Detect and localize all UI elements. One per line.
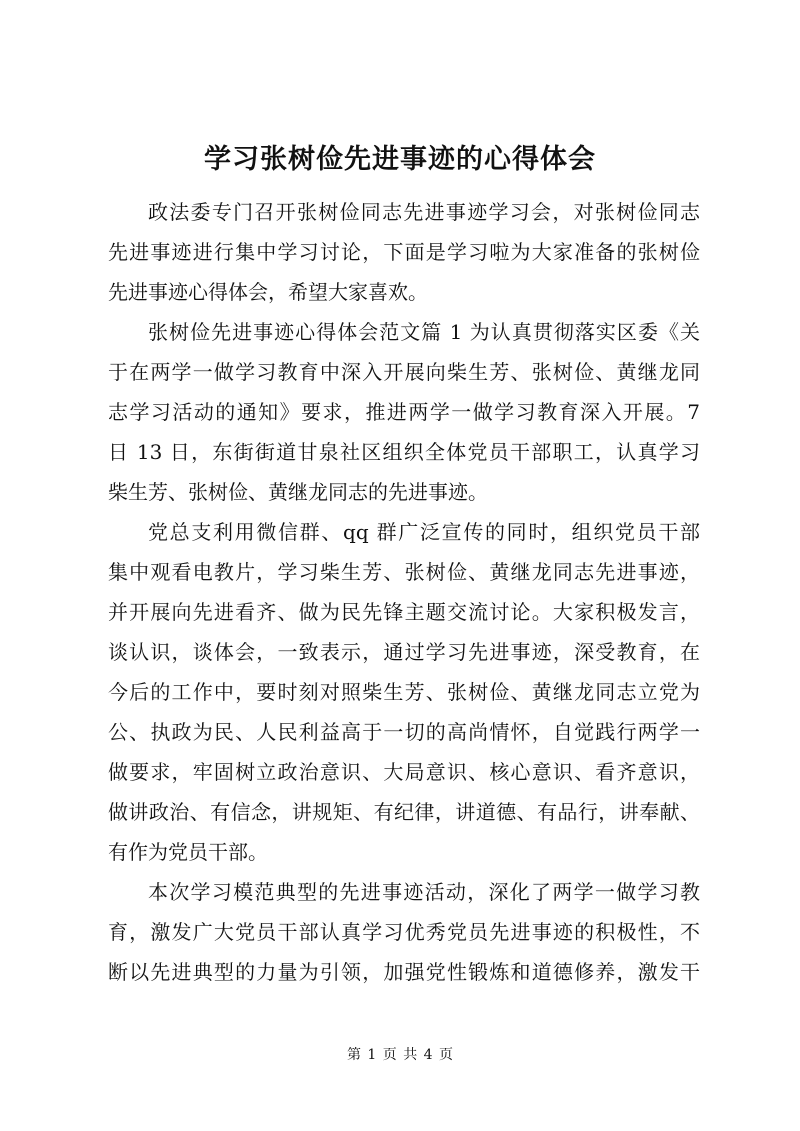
text-line: 于在两学一做学习教育中深入开展向柴生芳、张树俭、黄继龙同 — [108, 360, 700, 384]
page-footer: 第 1 页 共 4 页 — [346, 1047, 454, 1063]
text-line: 做要求，牢固树立政治意识、大局意识、核心意识、看齐意识， — [108, 760, 700, 784]
text-line: 志学习活动的通知》要求，推进两学一做学习教育深入开展。7 — [108, 400, 700, 424]
text-line: 断以先进典型的力量为引领，加强党性锻炼和道德修养，激发干 — [108, 960, 700, 984]
text-line: 育，激发广大党员干部认真学习优秀党员先进事迹的积极性，不 — [108, 920, 700, 944]
page-title: 学习张树俭先进事迹的心得体会 — [204, 144, 596, 175]
text-line: 党总支利用微信群、qq 群广泛宣传的同时，组织党员干部 — [148, 520, 700, 544]
text-line: 集中观看电教片，学习柴生芳、张树俭、黄继龙同志先进事迹， — [108, 560, 700, 584]
text-line: 日 13 日，东街街道甘泉社区组织全体党员干部职工，认真学习 — [108, 440, 700, 464]
text-line: 政法委专门召开张树俭同志先进事迹学习会，对张树俭同志 — [148, 200, 700, 224]
text-line: 张树俭先进事迹心得体会范文篇 1 为认真贯彻落实区委《关 — [148, 320, 700, 344]
text-line: 做讲政治、有信念，讲规矩、有纪律，讲道德、有品行，讲奉献、 — [108, 800, 700, 824]
text-line: 并开展向先进看齐、做为民先锋主题交流讨论。大家积极发言， — [108, 600, 700, 624]
text-line: 先进事迹心得体会，希望大家喜欢。 — [108, 280, 428, 304]
text-line: 今后的工作中，要时刻对照柴生芳、张树俭、黄继龙同志立党为 — [108, 680, 700, 704]
text-line: 公、执政为民、人民利益高于一切的高尚情怀，自觉践行两学一 — [108, 720, 700, 744]
text-line: 有作为党员干部。 — [108, 840, 268, 864]
text-line: 本次学习模范典型的先进事迹活动，深化了两学一做学习教 — [148, 880, 700, 904]
text-line: 谈认识，谈体会，一致表示，通过学习先进事迹，深受教育，在 — [108, 640, 700, 664]
text-line: 柴生芳、张树俭、黄继龙同志的先进事迹。 — [108, 480, 488, 504]
text-line: 先进事迹进行集中学习讨论，下面是学习啦为大家准备的张树俭 — [108, 240, 700, 264]
